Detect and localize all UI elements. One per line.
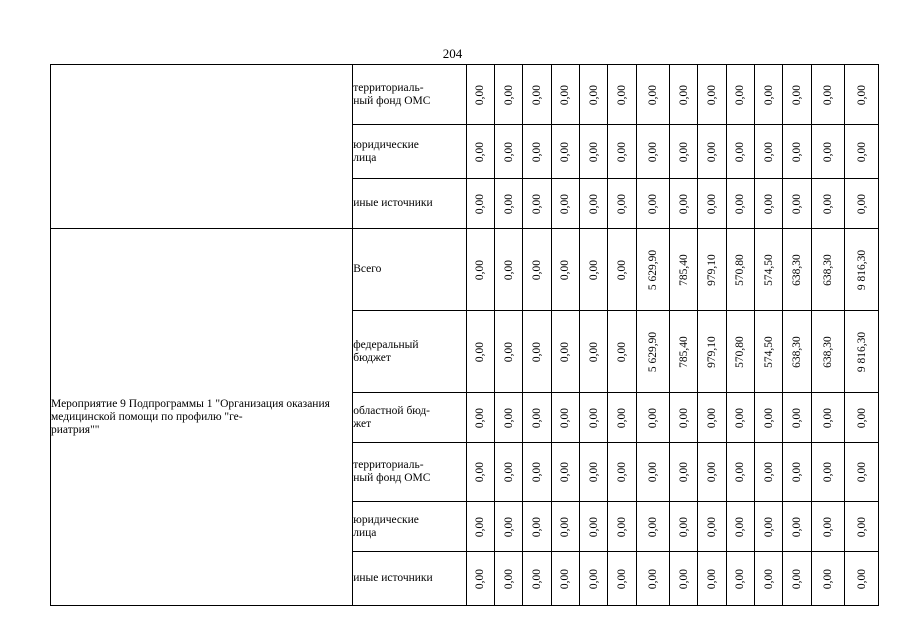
value-text: 785,40 <box>677 335 690 368</box>
value-cell <box>523 311 551 393</box>
value-text: 574,50 <box>762 253 775 286</box>
value-cell <box>845 179 879 229</box>
value-text: 0,00 <box>615 516 628 537</box>
value-cell <box>466 552 494 606</box>
value-cell <box>551 229 579 311</box>
value-cell <box>845 393 879 443</box>
value-cell <box>755 125 783 179</box>
value-text: 0,00 <box>502 407 515 428</box>
value-text: 0,00 <box>706 461 719 483</box>
value-cell <box>811 443 845 502</box>
value-cell <box>579 179 607 229</box>
value-cell <box>845 311 879 393</box>
value-cell <box>579 393 607 443</box>
value-cell <box>608 311 636 393</box>
value-cell <box>845 65 879 125</box>
value-text: 0,00 <box>530 141 543 162</box>
value-cell <box>636 229 670 311</box>
value-text: 0,00 <box>646 193 659 214</box>
value-text: 0,00 <box>474 341 487 362</box>
value-cell <box>845 229 879 311</box>
value-text: 0,00 <box>646 568 659 589</box>
value-text: 0,00 <box>474 259 487 280</box>
funding-source-cell: территориаль- ный фонд ОМС <box>353 443 466 502</box>
value-cell <box>551 311 579 393</box>
value-cell <box>845 552 879 606</box>
value-text: 0,00 <box>762 141 775 162</box>
value-text: 0,00 <box>791 516 804 537</box>
event-cell <box>51 65 353 229</box>
value-text: 0,00 <box>706 84 719 105</box>
value-cell <box>783 65 811 125</box>
funding-source-cell: территориаль- ный фонд ОМС <box>353 65 466 125</box>
value-text: 0,00 <box>502 193 515 214</box>
value-text: 0,00 <box>706 568 719 589</box>
value-text: 0,00 <box>587 461 600 483</box>
value-text: 0,00 <box>762 568 775 589</box>
value-text: 0,00 <box>791 84 804 105</box>
value-cell <box>670 311 698 393</box>
value-text: 0,00 <box>559 141 572 162</box>
value-cell <box>466 179 494 229</box>
value-text: 0,00 <box>734 84 747 105</box>
value-cell <box>466 125 494 179</box>
value-text: 0,00 <box>762 407 775 428</box>
table-row <box>51 229 879 311</box>
value-text: 0,00 <box>791 568 804 589</box>
value-cell <box>783 311 811 393</box>
value-cell <box>845 125 879 179</box>
value-cell <box>523 229 551 311</box>
value-text: 979,10 <box>706 253 719 286</box>
value-cell <box>755 311 783 393</box>
value-cell <box>755 393 783 443</box>
value-text: 0,00 <box>587 516 600 537</box>
value-cell <box>551 393 579 443</box>
value-text: 0,00 <box>559 461 572 483</box>
funding-source-cell: юридические лица <box>353 502 466 552</box>
value-text: 0,00 <box>615 84 628 105</box>
value-cell <box>670 179 698 229</box>
value-text: 0,00 <box>677 461 690 483</box>
value-text: 0,00 <box>502 341 515 362</box>
value-cell <box>698 393 726 443</box>
value-cell <box>755 502 783 552</box>
funding-source-cell: иные источники <box>353 552 466 606</box>
value-cell <box>726 229 754 311</box>
value-text: 0,00 <box>530 461 543 483</box>
value-cell <box>608 179 636 229</box>
value-cell <box>636 125 670 179</box>
value-text: 0,00 <box>855 141 868 162</box>
value-cell <box>551 125 579 179</box>
value-text: 0,00 <box>706 193 719 214</box>
value-cell <box>523 65 551 125</box>
value-text: 5 629,90 <box>646 331 659 372</box>
value-cell <box>755 552 783 606</box>
value-text: 0,00 <box>615 259 628 280</box>
value-text: 0,00 <box>502 141 515 162</box>
value-text: 0,00 <box>615 568 628 589</box>
value-text: 0,00 <box>791 407 804 428</box>
value-cell <box>636 502 670 552</box>
value-cell <box>551 179 579 229</box>
value-cell <box>608 443 636 502</box>
value-text: 0,00 <box>559 568 572 589</box>
value-text: 638,30 <box>791 335 804 368</box>
value-cell <box>811 65 845 125</box>
value-text: 0,00 <box>474 516 487 537</box>
value-text: 0,00 <box>474 407 487 428</box>
event-cell: Мероприятие 9 Подпрограммы 1 "Организация оказания медицинской помощи по профилю "ге- риатрия"" <box>51 229 353 606</box>
value-text: 0,00 <box>706 141 719 162</box>
value-cell <box>579 552 607 606</box>
funding-source-cell: иные источники <box>353 179 466 229</box>
value-text: 0,00 <box>677 84 690 105</box>
value-cell <box>523 179 551 229</box>
value-cell <box>494 125 522 179</box>
value-cell <box>726 65 754 125</box>
value-text: 0,00 <box>734 141 747 162</box>
value-cell <box>670 393 698 443</box>
value-cell <box>579 65 607 125</box>
value-cell <box>551 502 579 552</box>
value-text: 0,00 <box>646 141 659 162</box>
value-text: 0,00 <box>677 407 690 428</box>
value-text: 0,00 <box>559 193 572 214</box>
value-cell <box>579 443 607 502</box>
value-cell <box>783 552 811 606</box>
funding-table-body <box>51 65 879 606</box>
value-cell <box>466 229 494 311</box>
table-row <box>51 65 879 125</box>
value-cell <box>466 443 494 502</box>
value-cell <box>698 443 726 502</box>
funding-source-cell: областной бюд- жет <box>353 393 466 443</box>
value-text: 0,00 <box>559 516 572 537</box>
value-text: 0,00 <box>734 193 747 214</box>
value-cell <box>811 311 845 393</box>
value-cell <box>811 552 845 606</box>
value-text: 0,00 <box>677 516 690 537</box>
value-text: 0,00 <box>587 568 600 589</box>
value-text: 0,00 <box>791 141 804 162</box>
value-cell <box>670 502 698 552</box>
value-cell <box>698 179 726 229</box>
value-text: 0,00 <box>734 516 747 537</box>
value-text: 0,00 <box>646 516 659 537</box>
value-cell <box>670 125 698 179</box>
funding-source-cell: юридические лица <box>353 125 466 179</box>
value-text: 5 629,90 <box>646 249 659 290</box>
value-text: 979,10 <box>706 335 719 368</box>
value-cell <box>608 65 636 125</box>
value-cell <box>726 552 754 606</box>
value-text: 574,50 <box>762 335 775 368</box>
value-cell <box>726 393 754 443</box>
value-cell <box>608 502 636 552</box>
value-cell <box>811 125 845 179</box>
value-text: 0,00 <box>822 84 835 105</box>
value-cell <box>608 552 636 606</box>
funding-source-cell: федеральный бюджет <box>353 311 466 393</box>
value-cell <box>726 125 754 179</box>
value-text: 638,30 <box>791 253 804 286</box>
value-text: 0,00 <box>502 461 515 483</box>
value-text: 570,80 <box>734 335 747 368</box>
value-text: 0,00 <box>474 141 487 162</box>
value-text: 0,00 <box>734 407 747 428</box>
funding-table <box>50 64 879 606</box>
value-cell <box>551 65 579 125</box>
value-text: 0,00 <box>706 516 719 537</box>
value-cell <box>783 229 811 311</box>
value-cell <box>755 443 783 502</box>
value-cell <box>670 229 698 311</box>
value-text: 0,00 <box>677 193 690 214</box>
value-text: 0,00 <box>822 193 835 214</box>
value-text: 0,00 <box>855 193 868 214</box>
value-text: 0,00 <box>646 84 659 105</box>
value-cell <box>698 502 726 552</box>
value-cell <box>579 502 607 552</box>
value-cell <box>494 179 522 229</box>
value-cell <box>523 125 551 179</box>
value-text: 0,00 <box>587 259 600 280</box>
value-text: 0,00 <box>587 84 600 105</box>
value-text: 638,30 <box>822 253 835 286</box>
value-cell <box>698 552 726 606</box>
value-cell <box>494 552 522 606</box>
value-text: 570,80 <box>734 253 747 286</box>
value-text: 0,00 <box>855 568 868 589</box>
value-text: 9 816,30 <box>855 331 868 372</box>
value-text: 0,00 <box>762 193 775 214</box>
value-text: 0,00 <box>791 461 804 483</box>
value-text: 0,00 <box>502 259 515 280</box>
value-cell <box>494 393 522 443</box>
value-text: 0,00 <box>587 341 600 362</box>
value-text: 0,00 <box>559 259 572 280</box>
value-text: 0,00 <box>706 407 719 428</box>
value-cell <box>726 311 754 393</box>
value-text: 0,00 <box>502 516 515 537</box>
value-text: 0,00 <box>474 461 487 483</box>
value-text: 0,00 <box>762 461 775 483</box>
value-cell <box>579 125 607 179</box>
value-text: 0,00 <box>530 407 543 428</box>
value-text: 0,00 <box>822 516 835 537</box>
value-cell <box>608 393 636 443</box>
value-cell <box>636 443 670 502</box>
value-cell <box>698 65 726 125</box>
value-text: 0,00 <box>530 516 543 537</box>
value-text: 0,00 <box>474 193 487 214</box>
value-cell <box>608 125 636 179</box>
value-text: 0,00 <box>502 84 515 105</box>
value-cell <box>551 552 579 606</box>
value-cell <box>698 125 726 179</box>
value-cell <box>783 125 811 179</box>
value-cell <box>636 179 670 229</box>
value-text: 0,00 <box>530 193 543 214</box>
value-cell <box>783 393 811 443</box>
value-text: 0,00 <box>587 141 600 162</box>
value-text: 0,00 <box>734 568 747 589</box>
value-cell <box>811 229 845 311</box>
value-cell <box>523 502 551 552</box>
value-text: 0,00 <box>615 193 628 214</box>
value-cell <box>783 179 811 229</box>
value-cell <box>494 229 522 311</box>
value-cell <box>726 443 754 502</box>
funding-source-cell: Всего <box>353 229 466 311</box>
value-cell <box>755 229 783 311</box>
value-text: 0,00 <box>615 341 628 362</box>
value-cell <box>698 229 726 311</box>
value-text: 0,00 <box>530 259 543 280</box>
value-cell <box>755 179 783 229</box>
value-cell <box>811 179 845 229</box>
value-text: 0,00 <box>822 407 835 428</box>
value-cell <box>845 502 879 552</box>
value-text: 0,00 <box>822 141 835 162</box>
value-cell <box>551 443 579 502</box>
value-cell <box>845 443 879 502</box>
value-cell <box>608 229 636 311</box>
value-text: 0,00 <box>855 461 868 483</box>
value-text: 0,00 <box>474 84 487 105</box>
value-cell <box>636 393 670 443</box>
value-cell <box>466 311 494 393</box>
value-text: 0,00 <box>646 407 659 428</box>
value-text: 0,00 <box>559 341 572 362</box>
value-cell <box>494 65 522 125</box>
value-cell <box>579 229 607 311</box>
value-text: 0,00 <box>530 341 543 362</box>
value-cell <box>636 311 670 393</box>
value-text: 0,00 <box>677 568 690 589</box>
value-text: 0,00 <box>791 193 804 214</box>
value-cell <box>466 502 494 552</box>
value-cell <box>698 311 726 393</box>
value-cell <box>466 393 494 443</box>
value-cell <box>783 502 811 552</box>
value-text: 0,00 <box>855 84 868 105</box>
value-cell <box>523 443 551 502</box>
value-cell <box>466 65 494 125</box>
value-cell <box>670 443 698 502</box>
value-text: 785,40 <box>677 253 690 286</box>
value-text: 0,00 <box>530 568 543 589</box>
value-text: 0,00 <box>587 407 600 428</box>
value-text: 0,00 <box>587 193 600 214</box>
value-cell <box>523 393 551 443</box>
value-cell <box>811 502 845 552</box>
value-cell <box>494 311 522 393</box>
value-cell <box>726 179 754 229</box>
value-cell <box>523 552 551 606</box>
value-text: 0,00 <box>762 516 775 537</box>
value-text: 0,00 <box>474 568 487 589</box>
value-cell <box>670 552 698 606</box>
value-cell <box>636 65 670 125</box>
value-cell <box>670 65 698 125</box>
value-text: 9 816,30 <box>855 249 868 290</box>
value-cell <box>783 443 811 502</box>
value-text: 0,00 <box>530 84 543 105</box>
value-text: 0,00 <box>502 568 515 589</box>
value-text: 0,00 <box>822 461 835 483</box>
value-text: 0,00 <box>615 141 628 162</box>
value-text: 0,00 <box>559 407 572 428</box>
value-text: 0,00 <box>822 568 835 589</box>
value-cell <box>726 502 754 552</box>
value-text: 0,00 <box>646 461 659 483</box>
value-text: 0,00 <box>762 84 775 105</box>
value-text: 0,00 <box>615 407 628 428</box>
value-text: 0,00 <box>677 141 690 162</box>
value-text: 0,00 <box>855 516 868 537</box>
value-text: 638,30 <box>822 335 835 368</box>
value-cell <box>755 65 783 125</box>
value-text: 0,00 <box>855 407 868 428</box>
value-cell <box>636 552 670 606</box>
page-number: 204 <box>442 46 463 61</box>
value-text: 0,00 <box>615 461 628 483</box>
value-cell <box>494 502 522 552</box>
value-cell <box>494 443 522 502</box>
value-text: 0,00 <box>734 461 747 483</box>
value-cell <box>811 393 845 443</box>
value-cell <box>579 311 607 393</box>
value-text: 0,00 <box>559 84 572 105</box>
